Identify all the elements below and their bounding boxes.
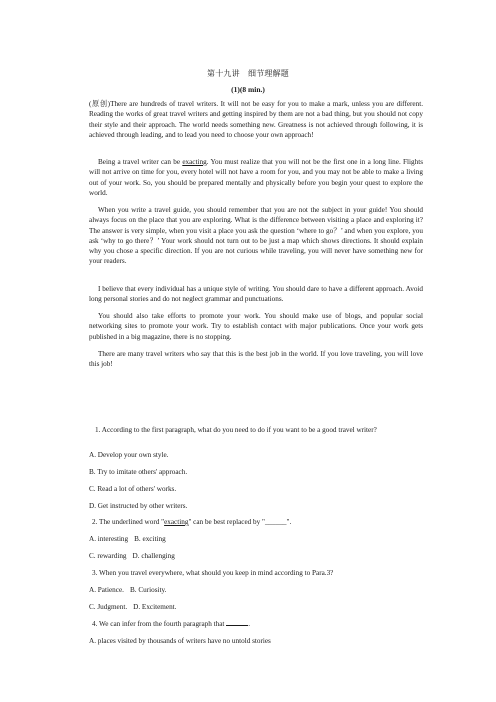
passage-paragraph-1	[89, 99, 423, 140]
passage-paragraph-2	[89, 157, 423, 198]
question-2-option-d: D. challenging	[132, 552, 175, 560]
question-2-option-b: B. exciting	[134, 535, 166, 543]
original-tag: (原创)	[89, 100, 111, 108]
question-4-option-a: A. places visited by thousands of writers have no untold stories	[89, 637, 271, 645]
question-3-options-cd	[89, 602, 423, 612]
question-3-options-ab	[89, 585, 423, 595]
question-2-stem-after: " can be best replaced by "______".	[188, 518, 292, 526]
question-2-stem-before: 2. The underlined word "	[92, 518, 165, 526]
question-2-stem	[92, 517, 426, 527]
question-2-option-a: A. interesting	[89, 535, 129, 543]
underlined-word: exacting	[182, 158, 207, 166]
passage-paragraph-5: You should also take efforts to promote your work. You should make use of blogs, and popular social networking sites to promote your work. Try to establish contact with major publications. Once your work gets published in a big magazine, there is no stopping.	[89, 312, 423, 341]
question-2-option-c: C. rewarding	[89, 552, 127, 560]
section-subtitle: (1)(8 min.)	[231, 85, 265, 94]
question-3-option-a: A. Patience.	[89, 586, 124, 594]
answer-blank	[226, 619, 248, 626]
question-3-option-b: B. Curiosity.	[129, 586, 167, 594]
question-2-options-ab	[89, 534, 423, 544]
lesson-title: 第十九讲 细节理解题	[207, 69, 289, 78]
question-1-option-d: D. Get instructed by other writers.	[89, 502, 188, 510]
paragraph-1-text: There are hundreds of travel writers. It will not be easy for you to make a mark, unless you are different. Reading the works of great travel writers and getting inspired by them are not a bad thing, but you should not copy their style and their approach. The world needs something new. Greatness is not achieved through following, it is achieved through leading, and to lead you need to choose your own approach!	[89, 100, 423, 139]
question-4-stem	[92, 619, 426, 629]
question-3-stem: 3. When you travel everywhere, what should you keep in mind according to Para.3?	[92, 569, 334, 577]
passage-paragraph-4: I believe that every individual has a unique style of writing. You should dare to have a different approach. Avoid long personal stories and do not neglect grammar and punctuations.	[89, 285, 423, 304]
question-1-stem: 1. According to the first paragraph, what do you need to do if you want to be a good travel writer?	[95, 426, 377, 434]
question-1-option-a: A. Develop your own style.	[89, 451, 169, 459]
paragraph-2-text-before: Being a travel writer can be	[98, 158, 183, 166]
passage-paragraph-3: When you write a travel guide, you should remember that you are not the subject in your guide! You should always focus on the place that you are exploring. What is the difference between visiting a place and exploring it? The answer is very simple, when you visit a place you ask the question ‘where to go？’ and when you explore, you ask ‘why to go there？’ Your work should not turn out to be just a map which shows directions. It should explain why you chose a specific direction. If you are not curious while traveling, you will never have something new for your readers.	[89, 206, 423, 266]
question-2-word: exacting	[164, 518, 189, 526]
question-3-option-c: C. Judgment.	[89, 603, 128, 611]
question-3-option-d: D. Excitement.	[133, 603, 177, 611]
question-1-option-c: C. Read a lot of others' works.	[89, 485, 177, 493]
question-4-stem-before: 4. We can infer from the fourth paragraph that	[92, 620, 225, 628]
passage-paragraph-6: There are many travel writers who say that this is the best job in the world. If you love traveling, you will love this job!	[89, 350, 423, 369]
question-2-options-cd	[89, 551, 423, 561]
question-1-option-b: B. Try to imitate others' approach.	[89, 468, 188, 476]
question-4-stem-after: .	[248, 620, 250, 628]
paragraph-2-text-after: . You must realize that you will not be the first one in a long line. Flights will not arrive on time for you, every hotel will not have a room for you, and you may not be able to make a living out of your work. So, you should be prepared mentally and physically before you begin your quest to explore the world.	[89, 158, 423, 197]
